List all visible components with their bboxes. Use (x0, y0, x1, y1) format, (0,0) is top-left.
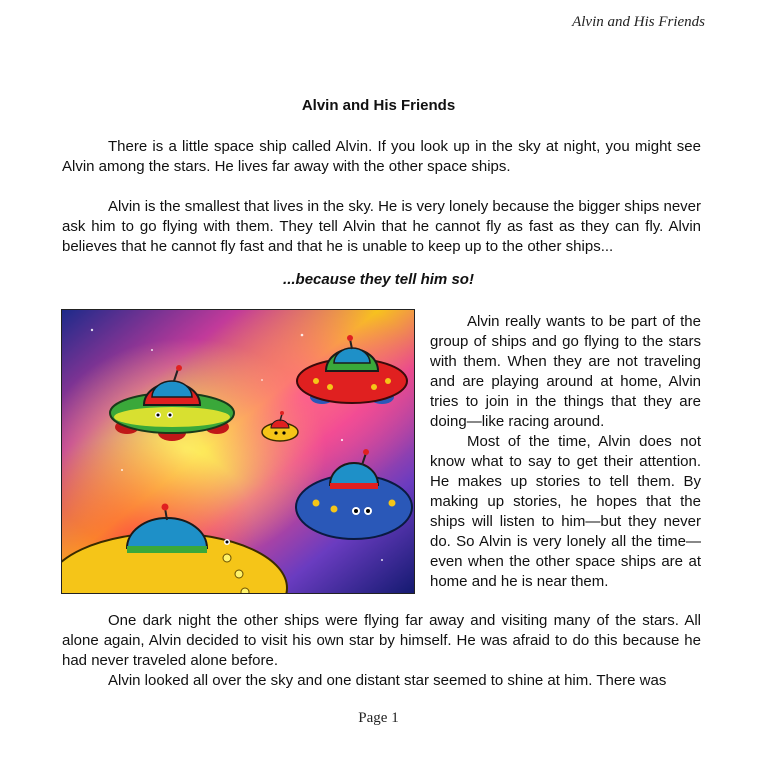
page-title: Alvin and His Friends (301, 97, 456, 114)
side-paragraph-2: Most of the time, Alvin does not know what to say to get their attention. He makes up stories to tell them. By making up stories, he hopes that the ships will listen to him—but they never do. So Alvin is very lonely all the time—even when the other space ships are at home and he is near them. (430, 433, 701, 590)
page-number: Page 1 (358, 710, 399, 726)
space-ships-illustration (61, 309, 415, 594)
tagline: ...because they tell him so! (283, 271, 474, 288)
paragraph-4: Alvin looked all over the sky and one distant star seemed to shine at him. There was (108, 672, 667, 689)
running-header: Alvin and His Friends (572, 14, 705, 30)
paragraph-1: There is a little space ship called Alvin. If you look up in the sky at night, you might see Alvin among the stars. He lives far away with the other space ships. (62, 138, 701, 175)
side-text (430, 312, 701, 592)
paragraph-2: Alvin is the smallest that lives in the sky. He is very lonely because the bigger ships never ask him to go flying with them. They tell Alvin that he cannot fly as fast as they can fly. Alvin believes that he cannot fly fast and that he is unable to keep up to the other ships... (62, 198, 701, 255)
side-paragraph-1: Alvin really wants to be part of the group of ships and go flying to the stars with them. When they are not traveling and are playing around at home, Alvin tries to join in the things that they are doing—like racing around. (430, 313, 701, 430)
paragraph-3: One dark night the other ships were flying far away and visiting many of the stars. All alone again, Alvin decided to visit his own star by himself. He was afraid to do this because he had never traveled alone before. (62, 612, 701, 669)
